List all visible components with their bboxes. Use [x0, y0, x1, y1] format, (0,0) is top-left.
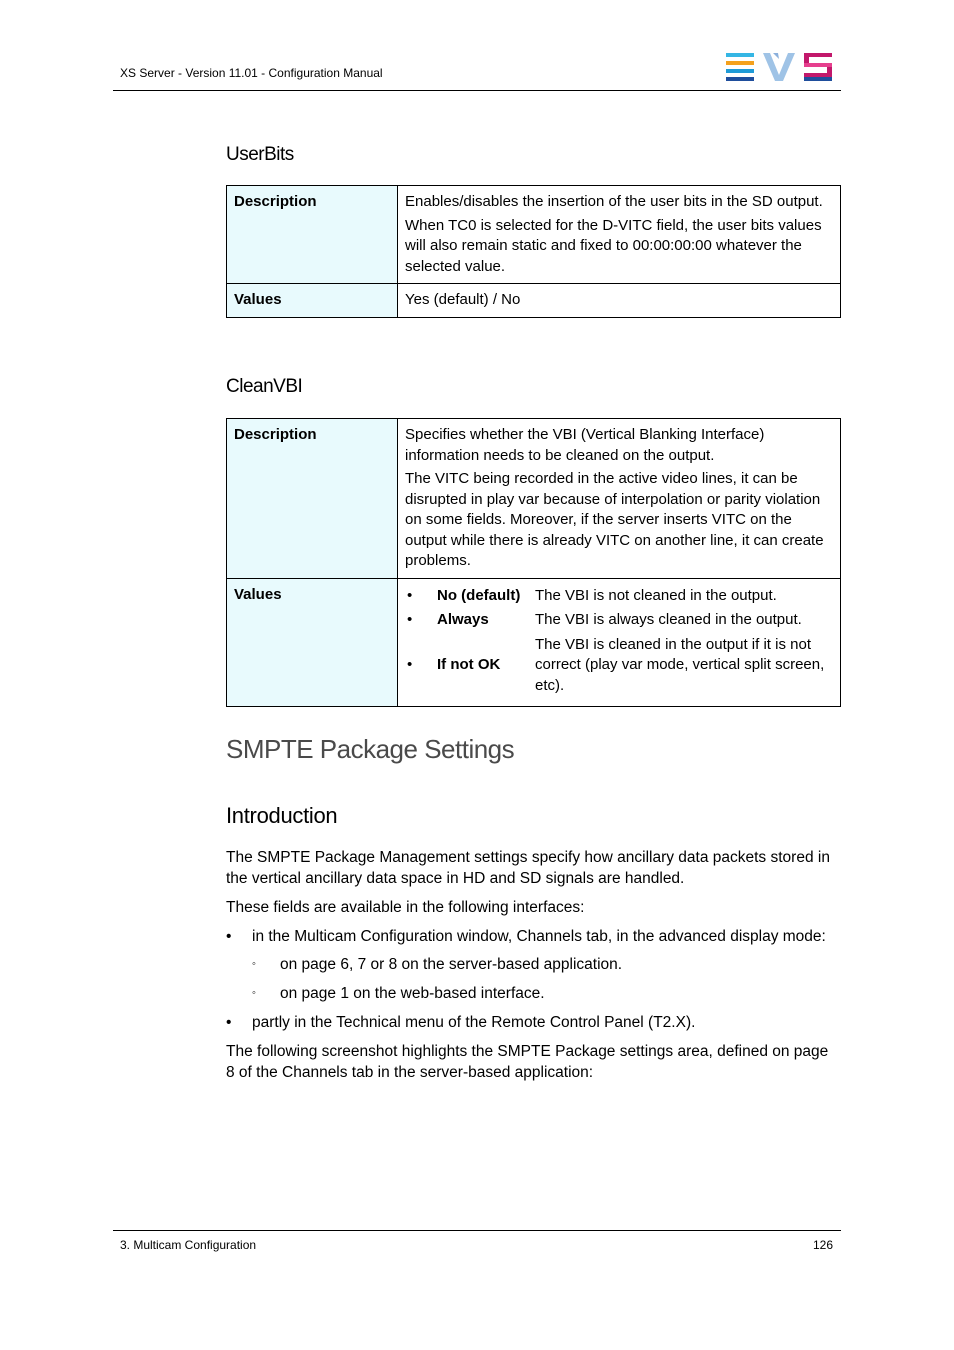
cleanvbi-description-p2: The VITC being recorded in the active video lines, it can be disrupted in play var because of interpolation or parity violation on some fields. Moreover, if the server inserts VITC on the output while there is already VITC on another line, it can create problems. — [405, 470, 824, 569]
cleanvbi-values — [398, 578, 841, 707]
list-item — [226, 1012, 841, 1033]
bullet-text: in the Multicam Configuration window, Channels tab, in the advanced display mode: — [252, 928, 826, 945]
cleanvbi-description-label: Description — [227, 419, 398, 579]
cleanvbi-description-p1: Specifies whether the VBI (Vertical Blanking Interface) information needs to be cleaned on the output. — [405, 426, 765, 464]
cleanvbi-heading: CleanVBI — [226, 376, 303, 397]
value-text: The VBI is cleaned in the output if it is not correct (play var mode, vertical split screen, etc). — [535, 635, 825, 694]
bullet-text: partly in the Technical menu of the Remote Control Panel (T2.X). — [252, 1014, 696, 1031]
userbits-description-p1: Enables/disables the insertion of the user bits in the SD output. — [405, 193, 823, 210]
bullet-icon: • — [407, 656, 413, 673]
list-item — [252, 983, 841, 1004]
value-text: The VBI is not cleaned in the output. — [535, 586, 777, 604]
bullet-icon: • — [407, 586, 413, 604]
userbits-heading: UserBits — [226, 144, 294, 165]
list-item — [252, 954, 841, 975]
section-subtitle: Introduction — [226, 803, 338, 828]
value-text: The VBI is always cleaned in the output. — [535, 611, 802, 628]
header-title: XS Server - Version 11.01 - Configuration Manual — [120, 66, 383, 80]
value-key: No (default) — [437, 586, 521, 604]
cleanvbi-values-list — [405, 584, 833, 699]
circle-bullet-icon: ◦ — [252, 987, 256, 999]
footer-rule — [113, 1230, 841, 1231]
screenshot-intro: The following screenshot highlights the SMPTE Package settings area, defined on page 8 of the Channels tab in the server-based application: — [226, 1043, 829, 1081]
bullet-icon: • — [226, 928, 232, 945]
cleanvbi-description — [398, 419, 841, 579]
intro-paragraph: The SMPTE Package Management settings specify how ancillary data packets stored in the vertical ancillary data space in HD and SD signals are handled. — [226, 849, 830, 887]
userbits-description-p2: When TC0 is selected for the D-VITC field, the user bits values will also remain static and fixed to 00:00:00:00 whatever the selected value. — [405, 216, 822, 275]
footer-chapter: 3. Multicam Configuration — [120, 1238, 257, 1252]
bullet-icon: • — [226, 1014, 232, 1031]
value-key: If not OK — [437, 656, 501, 673]
sub-bullet-text: on page 1 on the web-based interface. — [280, 985, 545, 1002]
list-item — [226, 926, 841, 947]
cleanvbi-values-label: Values — [227, 578, 398, 707]
header-rule — [113, 90, 841, 91]
userbits-description-label: Description — [227, 186, 398, 284]
sub-bullet-text: on page 6, 7 or 8 on the server-based application. — [280, 956, 623, 973]
page-number: 126 — [812, 1238, 833, 1252]
cleanvbi-table — [226, 418, 841, 707]
bullet-icon: • — [407, 611, 413, 628]
circle-bullet-icon: ◦ — [252, 958, 256, 970]
userbits-table — [226, 185, 841, 318]
list-item — [405, 633, 833, 699]
section-title: SMPTE Package Settings — [226, 734, 515, 764]
userbits-values-label: Values — [227, 284, 398, 318]
userbits-values: Yes (default) / No — [398, 284, 841, 318]
list-item — [405, 608, 833, 633]
fields-intro: These fields are available in the following interfaces: — [226, 899, 585, 916]
evs-logo — [726, 53, 834, 81]
value-key: Always — [437, 611, 489, 628]
userbits-description — [398, 186, 841, 284]
list-item — [405, 584, 833, 609]
